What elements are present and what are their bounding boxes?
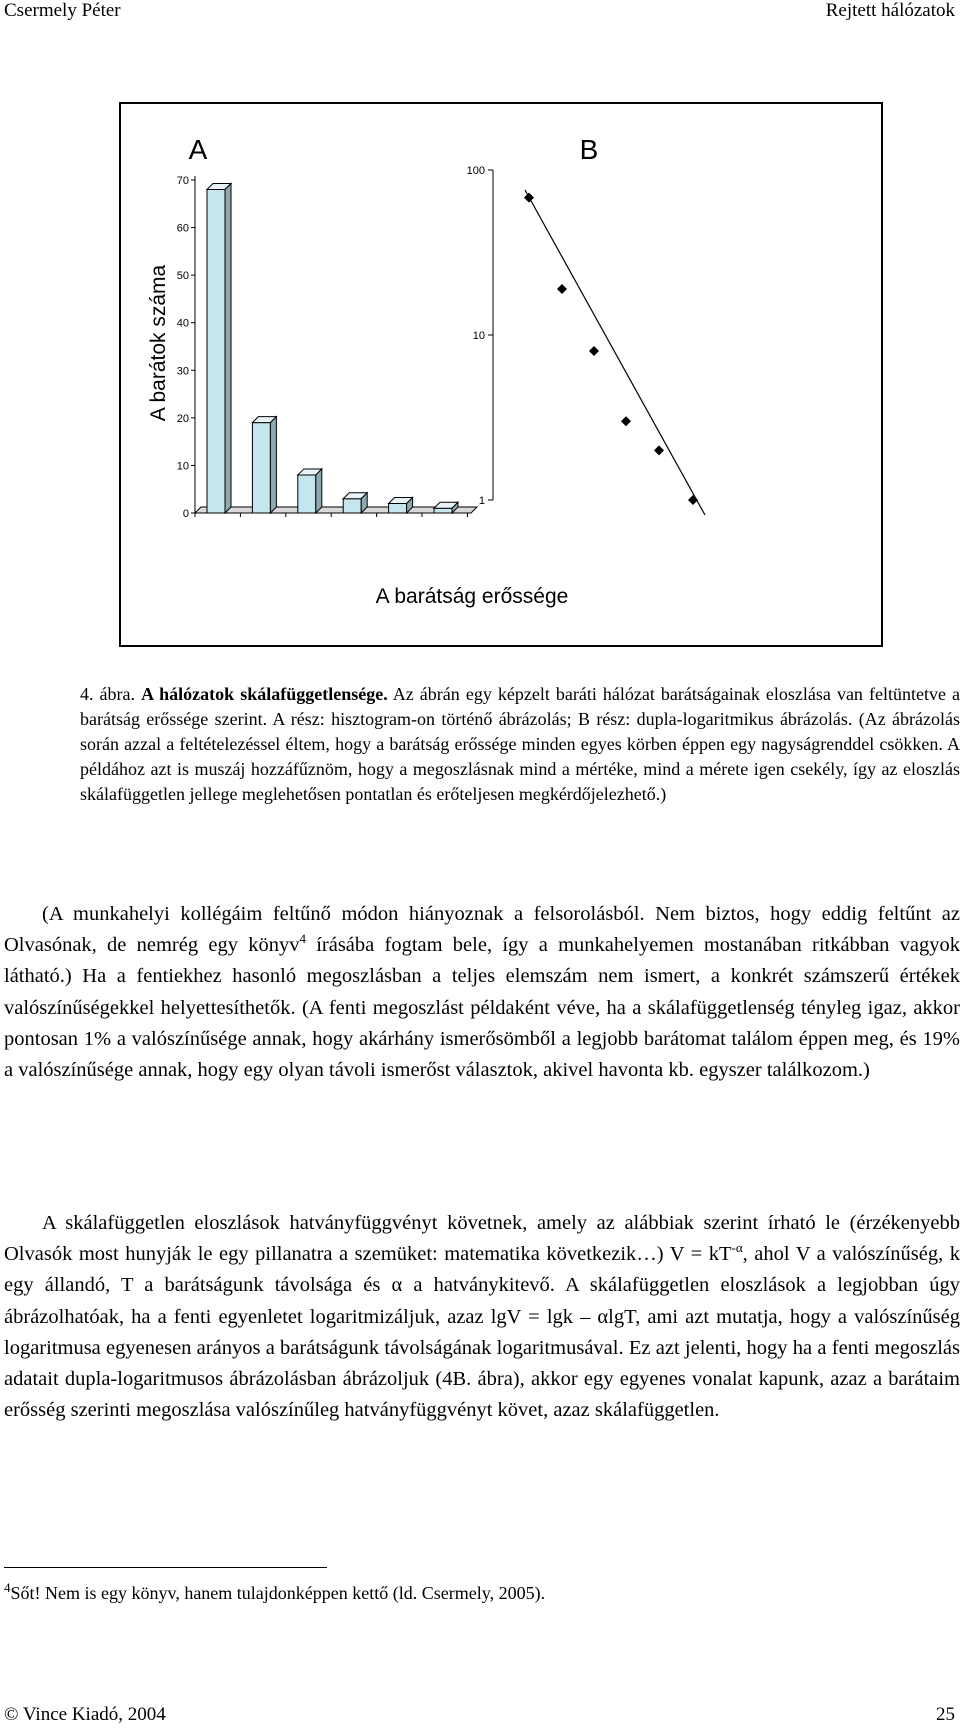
y-tick-label-b: 10 <box>472 330 485 342</box>
footnote <box>4 1580 546 1604</box>
caption-number: 4. ábra. <box>80 684 136 704</box>
bar-side <box>225 184 231 513</box>
bar-front <box>207 190 225 513</box>
caption-title: A hálózatok skálafüggetlensége. <box>141 684 388 704</box>
footnote-separator <box>4 1567 327 1568</box>
figure-4-chart <box>121 104 881 645</box>
footnote-ref: 4 <box>299 931 306 947</box>
y-tick-label: 0 <box>182 508 189 520</box>
histogram-bar <box>343 493 367 513</box>
paragraph-1 <box>4 899 960 1086</box>
bar-front <box>343 499 361 513</box>
paragraph-2 <box>4 1208 960 1426</box>
bar-front <box>389 503 407 513</box>
y-tick-label: 10 <box>176 460 189 473</box>
paragraph-1-text-a: (A munkahelyi kollégáim feltűnő módon hiányoznak a felsorolásból. Nem biztos, hogy eddig feltűnt az Olvasónak, de nemrég egy könyv <box>4 903 960 957</box>
y-tick-label: 50 <box>176 270 189 283</box>
panel-b-label: B <box>579 134 599 165</box>
data-point <box>589 346 599 356</box>
y-tick-label: 40 <box>176 317 189 330</box>
y-tick-label-b: 100 <box>466 165 485 177</box>
bar-front <box>434 508 452 513</box>
running-header-author: Csermely Péter <box>4 0 121 21</box>
bar-front <box>298 475 316 513</box>
y-tick-label: 70 <box>176 175 189 187</box>
data-point <box>621 416 631 426</box>
trendline <box>525 190 705 515</box>
y-tick-label: 60 <box>176 222 189 235</box>
histogram-bar <box>207 184 231 513</box>
histogram-bar <box>389 497 413 513</box>
data-point <box>688 495 698 505</box>
panel-b-loglog-plot <box>467 165 705 515</box>
y-tick-label: 20 <box>176 412 189 425</box>
bar-front <box>252 423 270 513</box>
bar-side <box>316 469 322 513</box>
bar-side <box>270 417 276 513</box>
figure-4 <box>119 102 883 647</box>
histogram-bar <box>298 469 322 513</box>
data-point <box>557 284 567 294</box>
caption-text: Az ábrán egy képzelt baráti hálózat barátságainak eloszlása van feltüntetve a barátság erőssége szerint. A rész: hisztogram-on történő ábrázolás; B rész: dupla-logaritmikus ábrázolás. (Az ábrázolás során azzal a feltételezéssel éltem, hogy a barátság erőssége minden egyes körben éppen egy nagyságrenddel csökken. A példához azt is muszáj hozzáfűznöm, hogy a megoszlásnak mind a mértéke, mind a mérete igen csekély, így az eloszlás skálafüggetlen jellege meglehetősen pontatlan és erőteljesen megkérdőjelezhető.) <box>80 684 960 804</box>
footnote-text: Sőt! Nem is egy könyv, hanem tulajdonképpen kettő (ld. Csermely, 2005). <box>10 1583 546 1603</box>
paragraph-2-text-b: , ahol V a valószínűség, k egy állandó, T a barátságunk távolsága és α a hatványkitevő. A skálafüggetlen eloszlások a legjobban úgy ábrázolhatóak, ha a fenti egyenletet logaritmizáljuk, azaz lgV = lgk – αlgT, ami azt mutatja, hogy a valószínűség logaritmusa egyenesen arányos a barátságunk távolságának logaritmusával. Ez azt jelenti, hogy ha a fenti megoszlás adatait dupla-logaritmusos ábrázolásban ábrázoljuk (4B. ábra), akkor egy egyenes vonalat kapunk, azaz a barátaim erősség szerinti megoszlása valószínűleg hatványfüggvényt követ, azaz skálafüggetlen. <box>4 1243 960 1422</box>
y-tick-label-b: 1 <box>478 495 485 507</box>
footnote-number: 4 <box>4 1580 11 1595</box>
paragraph-1-text-b: írásába fogtam bele, így a munkahelyemen mostanában ritkábban vagyok látható.) Ha a fentiekhez hasonló megoszlásban a teljes elemszám nem ismert, a konkrét számszerű értékek valószínűségekkel helyettesíthetők. (A fenti megoszlást példaként véve, ha a skálafüggetlenség tényleg igaz, akkor pontosan 1% a valószínűsége annak, hogy akárhány ismerősömből a legjobb barátomat találom éppen meg, és 19% a valószínűsége annak, hogy egy olyan távoli ismerőst választok, akivel havonta kb. egyszer találkozom.) <box>4 934 960 1082</box>
data-point <box>654 445 664 455</box>
footer-page-number: 25 <box>936 1704 955 1725</box>
footer-publisher: © Vince Kiadó, 2004 <box>4 1704 166 1725</box>
x-axis-title: A barátság erőssége <box>375 585 569 608</box>
histogram-bar <box>252 417 276 513</box>
formula-exponent: -α <box>731 1240 743 1256</box>
y-tick-label: 30 <box>176 365 189 378</box>
running-header-title: Rejtett hálózatok <box>825 0 955 21</box>
paragraph-2-text-a: A skálafüggetlen eloszlások hatványfüggvényt követnek, amely az alábbiak szerint írható le (érzékenyebb Olvasók most hunyják le egy pillanatra a szemüket: matematika következik…) V = kT <box>4 1212 960 1266</box>
y-axis-title: A barátok száma <box>147 264 170 422</box>
figure-caption <box>80 682 960 807</box>
panel-a-label: A <box>188 134 208 165</box>
panel-a-histogram <box>177 175 477 520</box>
data-point <box>524 193 534 203</box>
